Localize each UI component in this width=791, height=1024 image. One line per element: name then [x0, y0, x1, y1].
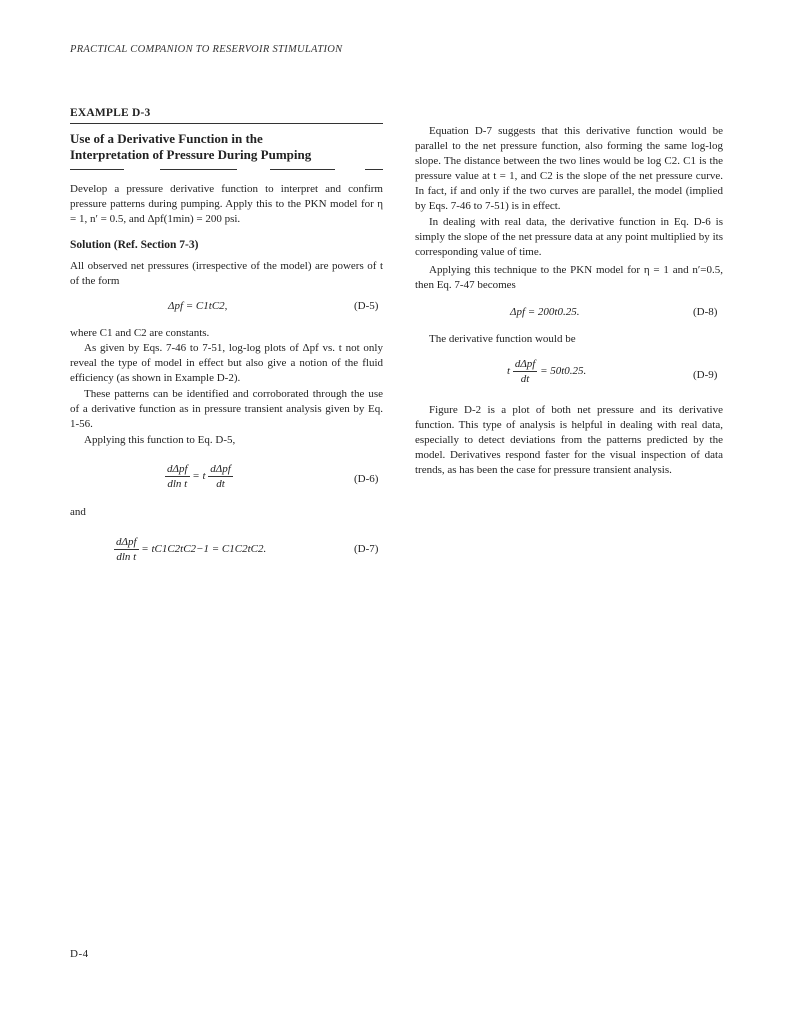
right-paragraph-2: In dealing with real data, the derivative function in Eq. D-6 is simply the slope of the net pressure data at any point multiplied by its corresponding value of time.: [415, 216, 723, 258]
eq-d9-fraction: [513, 357, 538, 386]
running-header: PRACTICAL COMPANION TO RESERVOIR STIMULATION: [70, 44, 343, 55]
right-paragraph-3: Applying this technique to the PKN model for η = 1 and n′=0.5, then Eq. 7-47 becomes: [415, 264, 723, 291]
equation-d7-number: (D-7): [354, 543, 379, 555]
title-rule-2: [160, 169, 237, 170]
eq-d7-lhs-numerator: dΔpf: [116, 536, 137, 548]
title-rule-4: [365, 169, 383, 170]
solution-heading: Solution (Ref. Section 7-3): [70, 239, 199, 251]
problem-statement: Develop a pressure derivative function to interpret and confirm pressure patterns during pumping. Apply this to the PKN model for η = 1, n′ = 0.5, and Δpf(1min) = 200 psi.: [70, 183, 383, 225]
eq-d7-lhs-denominator: dln t: [116, 551, 137, 563]
eq-d6-rhs-denominator: dt: [216, 478, 225, 490]
equation-d9: [507, 357, 586, 386]
example-title: [70, 131, 390, 163]
equation-d6: [165, 462, 233, 491]
eq-d6-lhs-denominator: dln t: [167, 478, 188, 490]
right-paragraph-4: The derivative function would be: [429, 333, 576, 345]
equation-d8: Δpf = 200t0.25.: [510, 306, 580, 318]
left-paragraph-1: All observed net pressures (irrespective of the model) are powers of t of the form: [70, 260, 383, 287]
example-label: EXAMPLE D-3: [70, 107, 151, 119]
eq-d9-rhs: = 50t0.25.: [540, 365, 587, 378]
equation-d5-number: (D-5): [354, 300, 379, 312]
example-rule-top: [70, 123, 383, 124]
equation-d7: [114, 535, 266, 564]
and-word: and: [70, 506, 86, 518]
eq-d6-rhs-fraction: [208, 462, 233, 491]
eq-d6-rhs-numerator: dΔpf: [210, 463, 231, 475]
page-number: D-4: [70, 948, 89, 960]
eq-d7-rhs: = tC1C2tC2−1 = C1C2tC2.: [141, 543, 267, 556]
eq-d6-middle: = t: [192, 470, 206, 483]
left-paragraph-4: These patterns can be identified and corroborated through the use of a derivative function as in pressure transient analysis given by Eq. 1-56.: [70, 388, 383, 430]
example-title-line2: Interpretation of Pressure During Pumping: [70, 147, 312, 162]
title-rule-3: [270, 169, 335, 170]
left-paragraph-3: As given by Eqs. 7-46 to 7-51, log-log plots of Δpf vs. t not only reveal the type of model in effect but also give a notion of the fluid efficiency (as shown in Example D-2).: [70, 342, 383, 384]
eq-d7-lhs-fraction: [114, 535, 139, 564]
left-paragraph-2: where C1 and C2 are constants.: [70, 327, 210, 339]
equation-d5: Δpf = C1tC2,: [168, 300, 228, 312]
title-rule-1: [70, 169, 124, 170]
eq-d6-lhs-numerator: dΔpf: [167, 463, 188, 475]
equation-d8-number: (D-8): [693, 306, 718, 318]
eq-d6-lhs-fraction: [165, 462, 190, 491]
equation-d9-number: (D-9): [693, 369, 718, 381]
equation-d6-number: (D-6): [354, 473, 379, 485]
right-paragraph-1: Equation D-7 suggests that this derivative function would be parallel to the net pressure function, also forming the same log-log slope. The distance between the two lines would be log C2. C1 is the pressure value at t = 1, and C2 is the slope of the net pressure curve. In fact, if and only if the two curves are parallel, the model (implied by Eqs. 7-46 to 7-51) is in effect.: [415, 125, 723, 212]
example-title-line1: Use of a Derivative Function in the: [70, 131, 263, 146]
eq-d9-prefix: t: [507, 365, 511, 378]
eq-d9-numerator: dΔpf: [514, 358, 536, 370]
eq-d9-denominator: dt: [520, 373, 530, 385]
right-paragraph-5: Figure D-2 is a plot of both net pressure and its derivative function. This type of analysis is helpful in dealing with real data, especially to detect deviations from the patterns predicted by the model. Derivatives respond faster for the visual inspection of data trends, as has been the case for pressure transient analysis.: [415, 404, 723, 476]
left-paragraph-5: Applying this function to Eq. D-5,: [84, 434, 236, 446]
